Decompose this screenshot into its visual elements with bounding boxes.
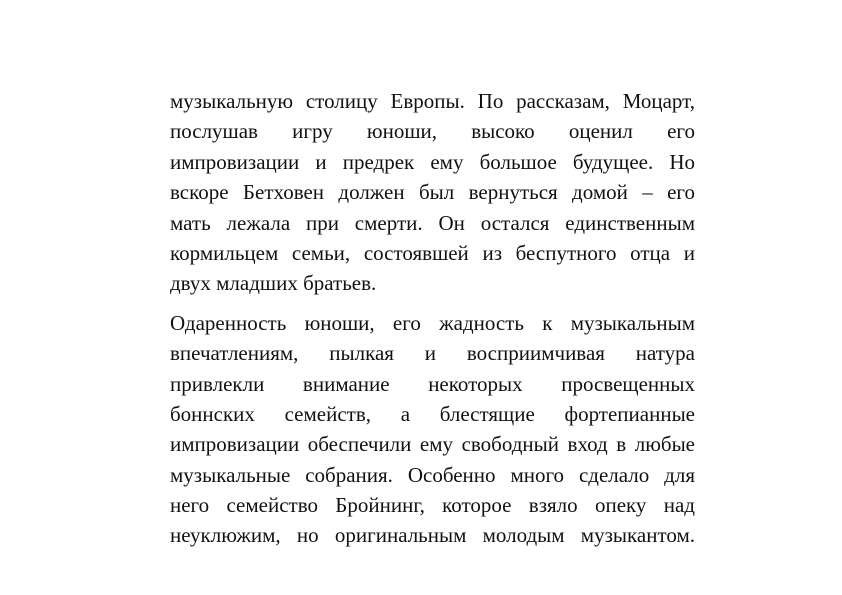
text-line: боннских семейств, а блестящие фортепианные bbox=[170, 401, 695, 426]
text-line: импровизации и предрек ему большое будущее. Но bbox=[170, 149, 695, 174]
text-line: привлекли внимание некоторых просвещенных bbox=[170, 371, 695, 396]
text-body bbox=[170, 86, 695, 551]
text-line: вскоре Бетховен должен был вернуться домой – его bbox=[170, 180, 695, 205]
paragraph-spacing bbox=[170, 299, 695, 308]
text-line: послушав игру юноши, высоко оценил его bbox=[170, 119, 695, 144]
text-line: Одаренность юноши, его жадность к музыкальным bbox=[170, 310, 695, 335]
text-line: впечатлениям, пылкая и восприимчивая натура bbox=[170, 341, 695, 366]
text-line: кормильцем семьи, состоявшей из беспутного отца и bbox=[170, 240, 695, 265]
paragraph-2 bbox=[170, 308, 695, 551]
text-line: музыкальную столицу Европы. По рассказам, Моцарт, bbox=[170, 89, 695, 113]
text-line: мать лежала при смерти. Он остался единственным bbox=[170, 210, 695, 235]
paragraph-1 bbox=[170, 86, 695, 299]
text-line: импровизации обеспечили ему свободный вход в любые bbox=[170, 432, 695, 457]
text-line: музыкальные собрания. Особенно много сделало для bbox=[170, 462, 695, 487]
text-line: него семейство Бройнинг, которое взяло опеку над bbox=[170, 493, 695, 518]
text-line: двух младших братьев. bbox=[170, 271, 377, 296]
text-line: неуклюжим, но оригинальным молодым музыкантом. bbox=[170, 523, 695, 548]
